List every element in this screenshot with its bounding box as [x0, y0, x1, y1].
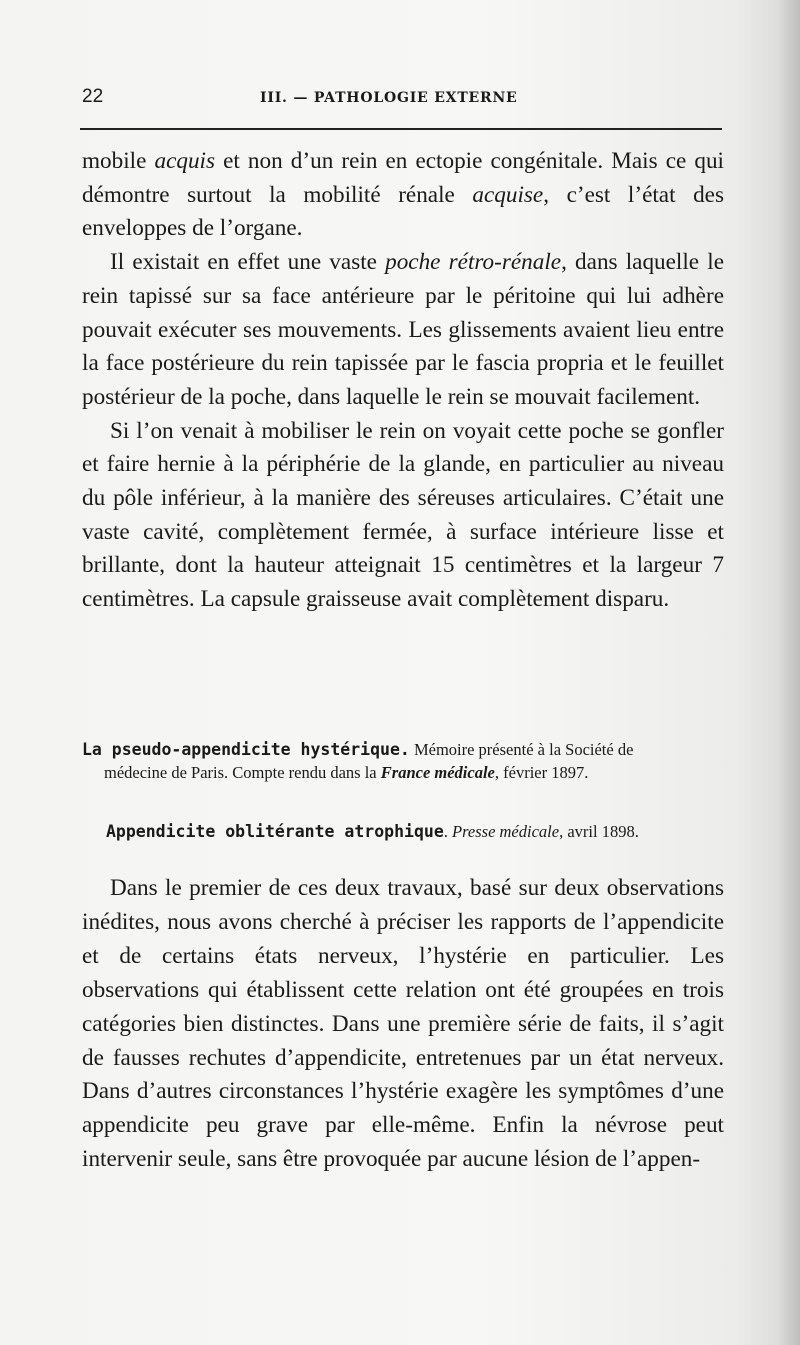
paragraph-2	[82, 246, 724, 415]
text-run: , dans laquelle le rein tapissé sur sa face antérieure par le péritoine qui lui adhère pouvait exécuter ses mouvements. Les glissements avaient lieu entre la face postérieure du rein tapissée par le fascia propria et le feuillet postérieur de la poche, dans laquelle le rein se mouvait facilement.	[82, 249, 724, 410]
page-header	[82, 86, 722, 110]
publication-detail: Mémoire présenté à la Société de	[409, 740, 634, 759]
publication-detail: , février 1897.	[494, 763, 589, 782]
body-text-section-1	[82, 145, 724, 617]
paragraph-4: Dans le premier de ces deux travaux, basé sur deux observations inédites, nous avons cherché à préciser les rapports de l’appendicite et de certains états nerveux, l’hystérie en particulier. Les observations qui établissent cette relation ont été groupées en trois catégories bien distinctes. Dans une première série de faits, il s’agit de fausses rechutes d’appendicite, entretenues par un état nerveux. Dans d’autres circonstances l’hystérie exagère les symptômes d’une appendicite peu grave par elle-même. Enfin la névrose peut intervenir seule, sans être provoquée par aucune lésion de l’appen-	[82, 875, 724, 1173]
publication-line	[82, 761, 724, 784]
text-run: mobile	[82, 148, 155, 174]
paragraph-1	[82, 145, 724, 246]
running-title: III. — PATHOLOGIE EXTERNE	[260, 90, 518, 106]
italic-term: poche rétro-rénale	[385, 249, 562, 276]
journal-name: France médicale	[380, 763, 495, 782]
text-run: , c’est l’état des enveloppes de l’organe.	[82, 181, 724, 242]
page-number: 22	[82, 86, 104, 107]
publication-detail: médecine de Paris. Compte rendu dans la	[104, 763, 381, 782]
journal-name: Presse médicale	[452, 822, 560, 841]
publication-line	[82, 738, 724, 761]
publication-title: La pseudo-appendicite hystérique.	[82, 740, 410, 759]
publication-entry	[82, 738, 724, 784]
separator: .	[443, 822, 453, 841]
paragraph-3: Si l’on venait à mobiliser le rein on voyait cette poche se gonfler et faire hernie à la périphérie de la glande, en particulier au niveau du pôle inférieur, à la manière des séreuses articulaires. C’était une vaste cavité, complètement fermée, à surface intérieure lisse et brillante, dont la hauteur atteignait 15 centimètres et la largeur 7 centimètres. La capsule graisseuse avait complètement disparu.	[82, 417, 724, 613]
header-rule	[80, 128, 722, 130]
text-run: Il existait en effet une vaste	[110, 249, 386, 276]
italic-term: acquis	[154, 148, 216, 174]
body-text-section-2	[82, 872, 724, 1177]
publication-entry	[82, 820, 724, 843]
italic-term: acquise	[472, 181, 544, 208]
publication-title: Appendicite oblitérante atrophique	[106, 822, 444, 841]
text-run: et non d’un rein en ectopie congénitale. Mais ce qui démontre surtout la mobilité rénale	[82, 148, 724, 208]
publication-detail: , avril 1898.	[559, 822, 639, 841]
